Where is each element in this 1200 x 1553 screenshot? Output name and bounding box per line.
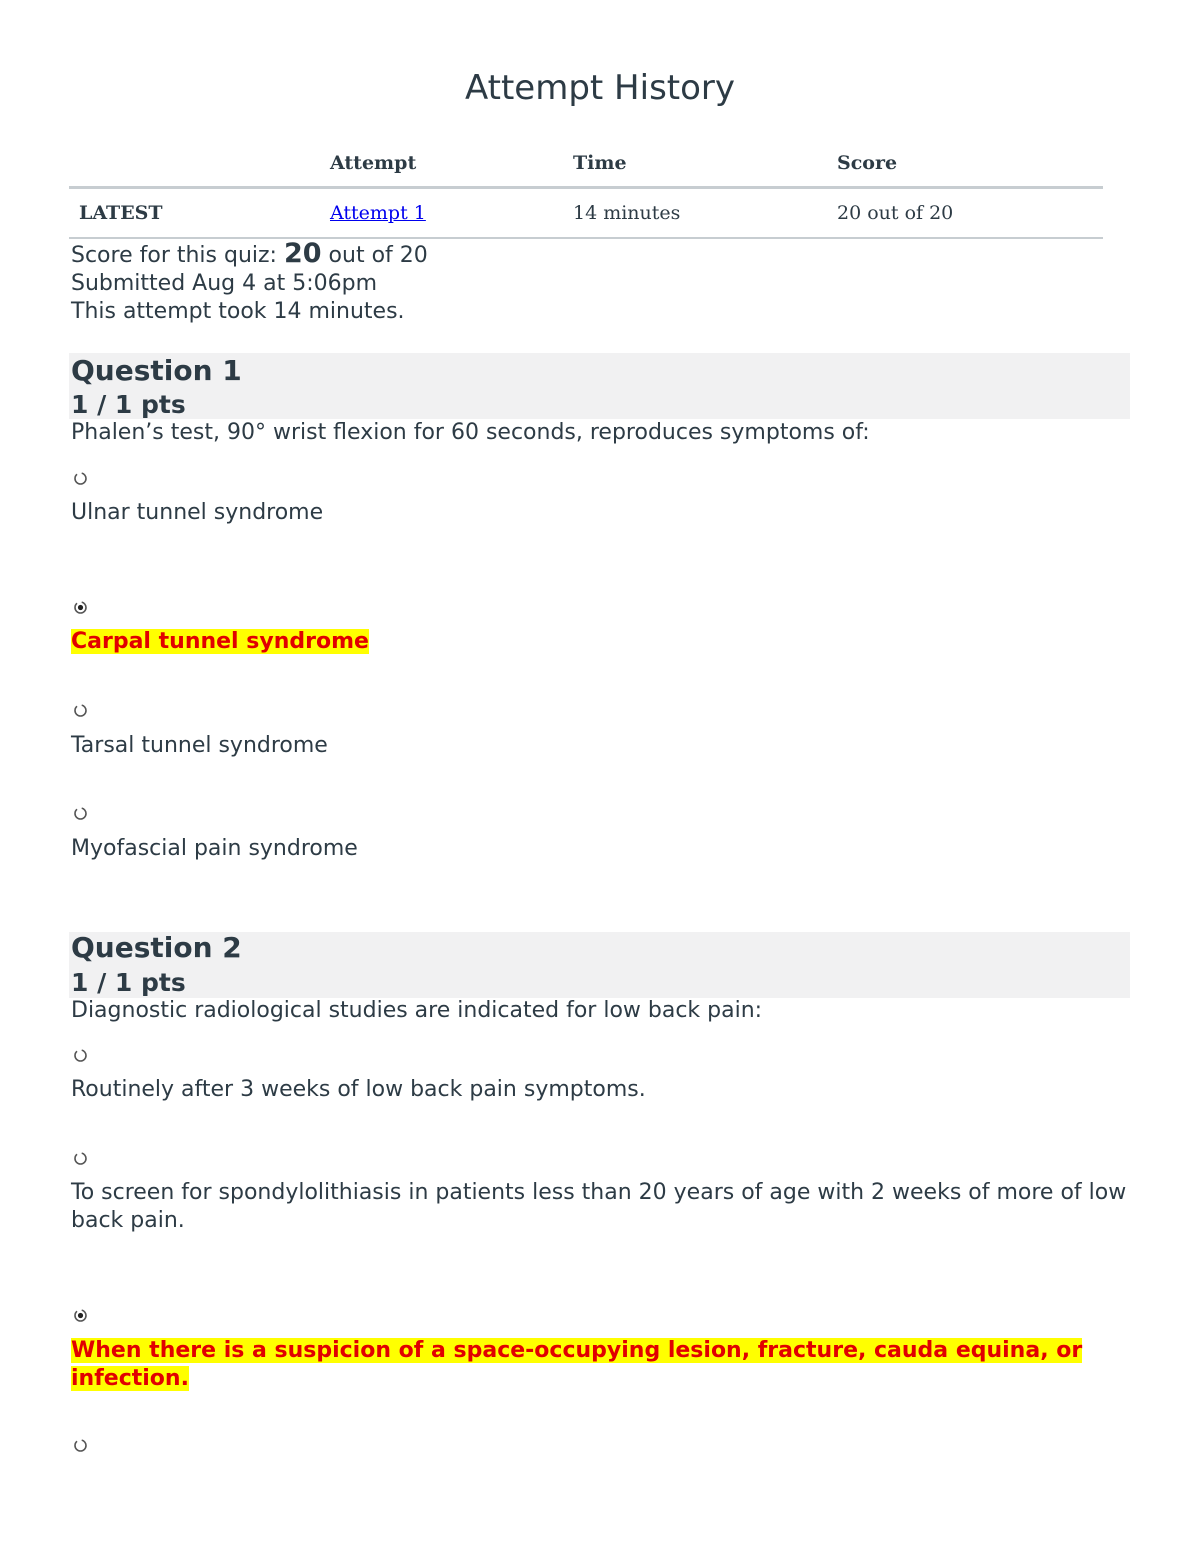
latest-label: LATEST [69,188,320,239]
table-header-blank [69,140,320,188]
answer-text: To screen for spondylolithiasis in patients less than 20 years of age with 2 weeks of more of low back pain. [71,1180,1127,1233]
score-cell: 20 out of 20 [827,188,1103,239]
attempt-link[interactable]: Attempt 1 [330,202,426,224]
answer-text: Ulnar tunnel syndrome [71,500,324,525]
answer-option [71,1179,1131,1235]
radio-selected-icon[interactable] [73,600,88,615]
question-2-text: Diagnostic radiological studies are indicated for low back pain: [71,998,763,1023]
table-header-score: Score [827,140,1103,188]
page-title: Attempt History [464,68,736,108]
answer-text: Tarsal tunnel syndrome [71,733,328,758]
answer-option-correct [71,1337,1131,1393]
score-value: 20 [283,238,322,269]
score-suffix: out of 20 [321,243,428,268]
time-cell: 14 minutes [563,188,827,239]
answer-option [71,1076,1131,1104]
answer-text: Myofascial pain syndrome [71,836,358,861]
question-2-points: 1 / 1 pts [71,968,186,997]
answer-option [71,732,1131,760]
quiz-score-line [71,240,428,270]
table-header-row [69,140,1103,188]
answer-option [71,499,1131,527]
radio-unselected-icon[interactable] [73,1438,88,1453]
score-prefix: Score for this quiz: [71,243,284,268]
answer-text: Routinely after 3 weeks of low back pain symptoms. [71,1077,646,1102]
answer-text-correct: When there is a suspicion of a space-occupying lesion, fracture, cauda equina, or infection. [71,1338,1083,1391]
radio-unselected-icon[interactable] [73,806,88,821]
quiz-summary [71,240,428,326]
radio-selected-icon[interactable] [73,1308,88,1323]
answer-option [71,835,1131,863]
question-1-text: Phalen’s test, 90° wrist flexion for 60 seconds, reproduces symptoms of: [71,420,870,445]
table-header-attempt: Attempt [320,140,563,188]
radio-unselected-icon[interactable] [73,1151,88,1166]
submitted-line: Submitted Aug 4 at 5:06pm [71,271,378,296]
question-1-points: 1 / 1 pts [71,390,186,419]
attempt-cell [320,188,563,239]
radio-unselected-icon[interactable] [73,703,88,718]
table-header-time: Time [563,140,827,188]
radio-unselected-icon[interactable] [73,471,88,486]
radio-unselected-icon[interactable] [73,1048,88,1063]
question-2-title: Question 2 [71,931,242,964]
table-row [69,188,1103,239]
question-1-title: Question 1 [71,354,242,387]
answer-option-correct [71,628,1131,656]
answer-text-correct: Carpal tunnel syndrome [71,629,369,654]
duration-line: This attempt took 14 minutes. [71,299,405,324]
attempt-history-table [69,140,1103,239]
